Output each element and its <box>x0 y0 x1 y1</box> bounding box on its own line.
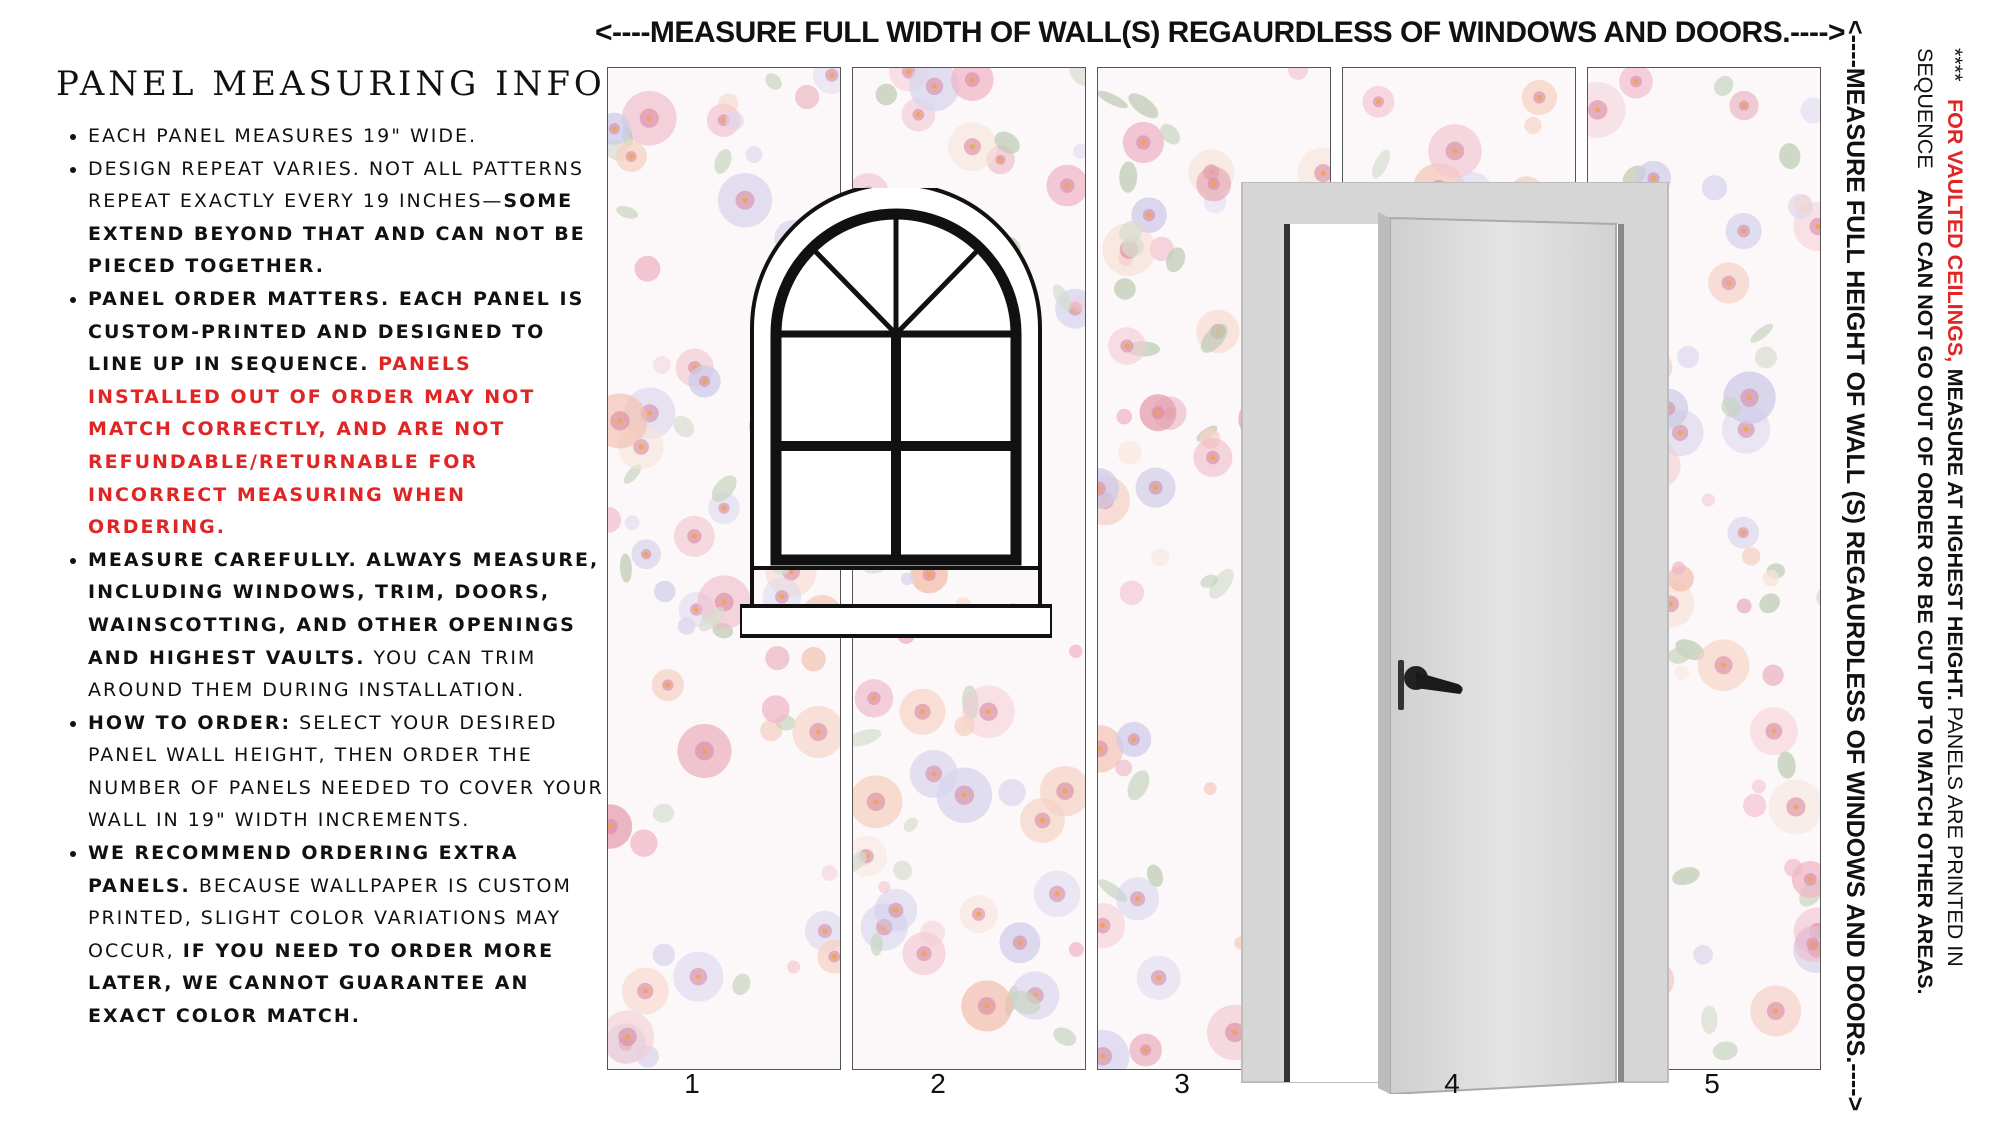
info-list-item <box>88 120 608 153</box>
arched-window-icon <box>740 188 1052 640</box>
info-text: PANELS INSTALLED OUT OF ORDER MAY NOT MATCH CORRECTLY, AND ARE NOT REFUNDABLE/RETURNABLE FOR INCORRECT MEASURING WHEN ORDERING. <box>88 353 536 539</box>
info-list-item <box>88 153 608 283</box>
info-text: MEASURE CAREFULLY. ALWAYS MEASURE, INCLUDING WINDOWS, TRIM, DOORS, WAINSCOTTING, AND OTHER OPENINGS AND HIGHEST VAULTS. <box>88 548 600 669</box>
info-list-item <box>88 837 608 1033</box>
info-title: PANEL MEASURING INFO <box>56 64 606 104</box>
panel-number: 1 <box>684 1068 700 1099</box>
info-text: DESIGN REPEAT VARIES. NOT ALL PATTERNS REPEAT EXACTLY EVERY 19 INCHES— <box>88 157 584 213</box>
note-printed: PANELS ARE PRINTED IN <box>1943 700 1967 967</box>
info-list-item <box>88 544 608 707</box>
note-sequence: SEQUENCE <box>1913 48 1937 169</box>
panel-number: 3 <box>1174 1068 1190 1099</box>
panel-number: 5 <box>1704 1068 1720 1099</box>
info-text: EACH PANEL MEASURES 19" WIDE. <box>88 125 478 147</box>
panel-number: 4 <box>1444 1068 1460 1099</box>
note-stars: **** <box>1943 48 1967 82</box>
info-text: SELECT YOUR DESIRED PANEL WALL HEIGHT, THEN ORDER THE NUMBER OF PANELS NEEDED TO COVER YOUR WALL IN 19" WIDTH INCREMENTS. <box>88 711 604 832</box>
note-cut: AND CAN NOT GO OUT OF ORDER OR BE CUT UP TO MATCH OTHER AREAS. <box>1913 188 1937 995</box>
note-highlight: FOR VAULTED CEILINGS, <box>1943 99 1967 363</box>
info-list-item <box>88 283 608 544</box>
info-text: SOME EXTEND BEYOND THAT AND CAN NOT BE PIECED TOGETHER. <box>88 190 586 278</box>
open-door-icon <box>1230 182 1680 1094</box>
info-list-item <box>88 707 608 837</box>
info-text: IF YOU NEED TO ORDER MORE LATER, WE CANNOT GUARANTEE AN EXACT COLOR MATCH. <box>88 939 555 1028</box>
panel-number: 2 <box>930 1068 946 1099</box>
info-text: HOW TO ORDER: <box>88 711 292 734</box>
info-text: YOU CAN TRIM AROUND THEM DURING INSTALLATION. <box>88 646 537 702</box>
height-measure-label: <----MEASURE FULL HEIGHT OF WALL (S) REGAURDLESS OF WINDOWS AND DOORS.----> <box>1841 20 1869 1112</box>
note-measure: MEASURE AT HIGHEST HEIGHT. <box>1943 362 1967 701</box>
info-text: PANEL ORDER MATTERS. EACH PANEL IS CUSTOM-PRINTED AND DESIGNED TO LINE UP IN SEQUENCE. <box>88 287 585 376</box>
info-list <box>60 120 608 1033</box>
info-text: BECAUSE WALLPAPER IS CUSTOM PRINTED, SLIGHT COLOR VARIATIONS MAY OCCUR, <box>88 874 572 962</box>
info-text: WE RECOMMEND ORDERING EXTRA PANELS. <box>88 842 519 897</box>
vaulted-ceiling-note <box>1910 48 1970 994</box>
width-measure-label: <----MEASURE FULL WIDTH OF WALL(S) REGAURDLESS OF WINDOWS AND DOORS.----> <box>594 16 1846 49</box>
